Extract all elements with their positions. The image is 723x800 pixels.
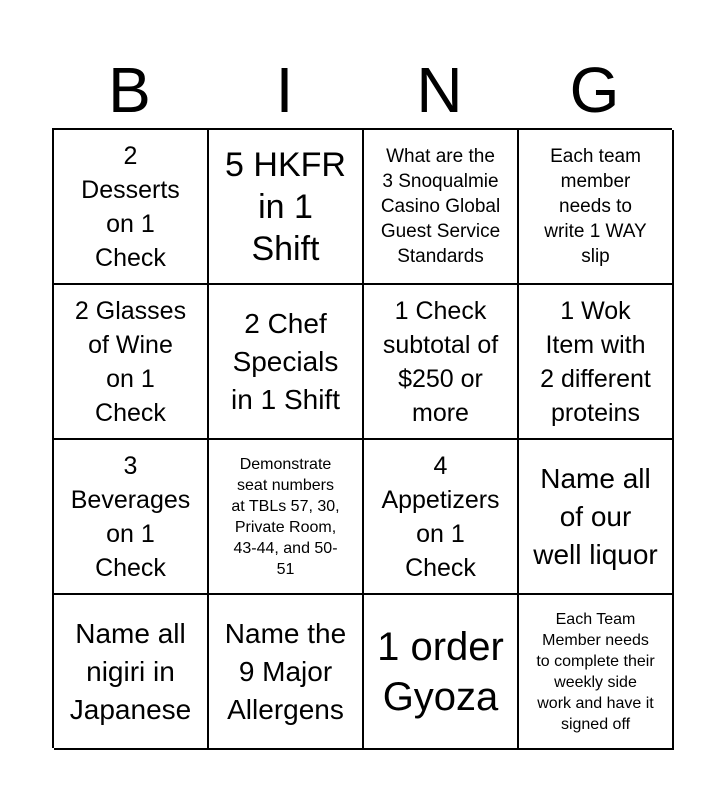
cell-text: Each team member needs to write 1 WAY slip: [544, 146, 647, 267]
bingo-cell[interactable]: [364, 285, 519, 440]
cell-text: Name all of our well liquor: [533, 462, 658, 570]
bingo-cell[interactable]: [54, 595, 209, 750]
bingo-cell[interactable]: [54, 130, 209, 285]
cell-text: 1 order Gyoza: [377, 624, 504, 719]
bingo-cell[interactable]: [209, 285, 364, 440]
cell-text: 3 Beverages on 1 Check: [70, 451, 191, 582]
bingo-cell[interactable]: [519, 440, 674, 595]
cell-text: 2 Chef Specials in 1 Shift: [231, 307, 340, 415]
cell-text: 4 Appetizers on 1 Check: [381, 451, 500, 582]
cell-text: 1 Check subtotal of $250 or more: [382, 296, 499, 427]
cell-text: Demonstrate seat numbers at TBLs 57, 30, Private Room, 43-44, and 50- 51: [231, 455, 340, 578]
cell-text: 2 Glasses of Wine on 1 Check: [74, 296, 187, 427]
bingo-cell[interactable]: [364, 440, 519, 595]
cell-text: 1 Wok Item with 2 different proteins: [540, 296, 651, 427]
cell-text: Each Team Member needs to complete their weekly side work and have it signed off: [536, 610, 655, 733]
cell-text: What are the 3 Snoqualmie Casino Global Guest Service Standards: [380, 146, 501, 267]
cell-text: 2 Desserts on 1 Check: [81, 141, 180, 272]
bingo-cell[interactable]: [54, 440, 209, 595]
cell-text: Name all nigiri in Japanese: [69, 617, 192, 725]
cell-text: Name the 9 Major Allergens: [224, 617, 347, 725]
header-letter-b: B: [108, 54, 151, 126]
bingo-cell[interactable]: [519, 285, 674, 440]
cell-text: 5 HKFR in 1 Shift: [225, 145, 346, 268]
bingo-cell[interactable]: [519, 130, 674, 285]
header-letter-i: I: [275, 54, 294, 126]
bingo-grid: [52, 128, 672, 748]
bingo-cell[interactable]: [209, 130, 364, 285]
bingo-header: [52, 52, 672, 128]
bingo-cell[interactable]: [209, 595, 364, 750]
bingo-cell[interactable]: [519, 595, 674, 750]
bingo-cell[interactable]: [364, 130, 519, 285]
bingo-cell[interactable]: [209, 440, 364, 595]
bingo-cell[interactable]: [54, 285, 209, 440]
header-letter-g: G: [569, 54, 620, 126]
header-letter-n: N: [416, 54, 463, 126]
bingo-cell[interactable]: [364, 595, 519, 750]
